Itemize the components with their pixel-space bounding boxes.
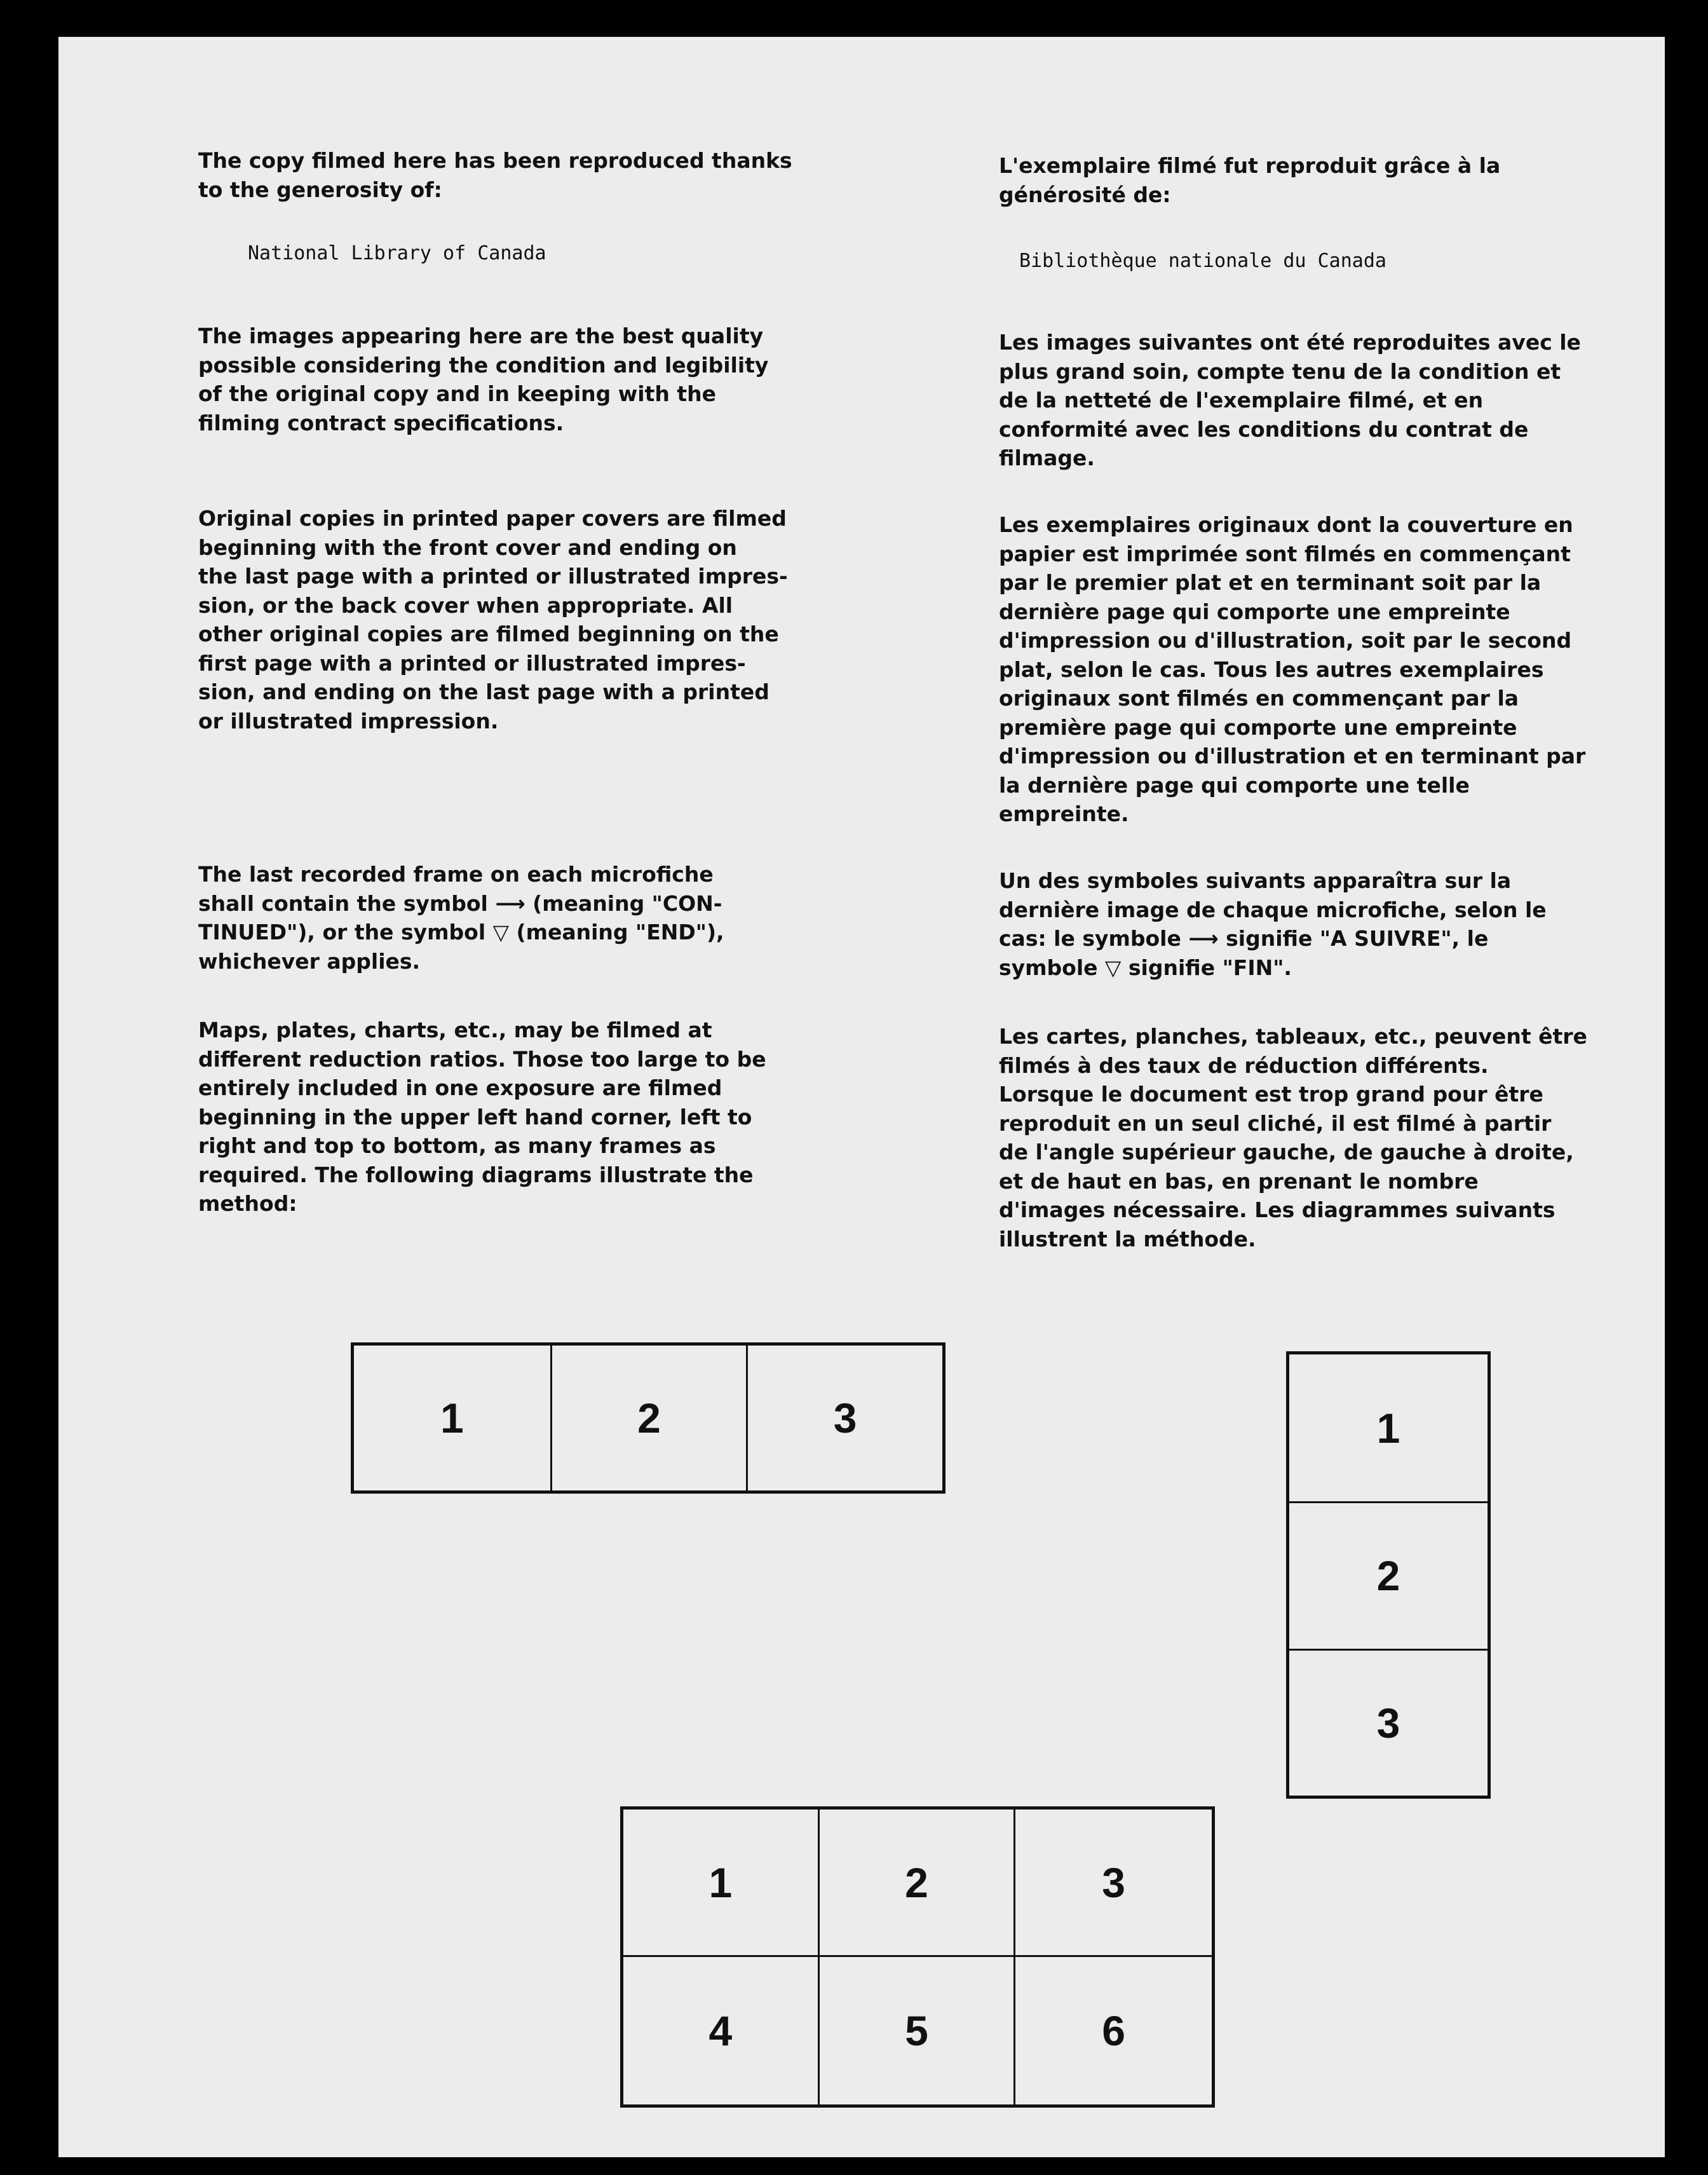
frame-cell: 2 [550,1346,747,1490]
english-quality-paragraph: The images appearing here are the best quality possible considering the condition and legibility of the original copy and in keeping with the filming contract specifications. [198,324,769,435]
frame-cell: 1 [440,1394,464,1442]
frame-cell: 1 [1376,1404,1400,1452]
frame-cell: 6 [1102,2007,1126,2054]
vertical-frames-diagram [1286,1351,1491,1799]
frame-cell: 3 [746,1346,942,1490]
french-maps-paragraph: Les cartes, planches, tableaux, etc., peuvent être filmés à des taux de réduction différents. Lorsque le document est trop grand pour être reproduit en un seul cliché, il est filmé à partir de l'angle supérieur gauche, de gauche à droite, et de haut en bas, en prenant le nombre d'images nécessaire. Les diagrammes suivants illustrent la méthode. [999,1024,1587,1251]
frame-cell: 3 [1015,1810,1212,1957]
frame-cell: 5 [820,1957,1016,2104]
english-intro: The copy filmed here has been reproduced thanks to the generosity of: [198,148,792,202]
frame-cell: 2 [1289,1501,1488,1648]
french-symbols-paragraph: Un des symboles suivants apparaîtra sur la dernière image de chaque microfiche, selon le cas: le symbole ⟶ signifie "A SUIVRE", le symbole ▽ signifie "FIN". [999,868,1547,980]
french-institution: Bibliothèque nationale du Canada [1019,250,1386,272]
frame-cell: 4 [623,1957,820,2104]
english-maps-paragraph: Maps, plates, charts, etc., may be filmed at different reduction ratios. Those too large to be entirely included in one exposure are filmed beginning in the upper left hand corner, left to right and top to bottom, as many frames as required. The following diagrams illustrate the method: [198,1018,766,1216]
grid-frames-diagram [620,1806,1215,2108]
french-intro: L'exemplaire filmé fut reproduit grâce à la générosité de: [999,153,1501,207]
horizontal-frames-diagram [351,1342,946,1494]
document-page [58,37,1665,2157]
french-quality-paragraph: Les images suivantes ont été reproduites avec le plus grand soin, compte tenu de la condition et de la netteté de l'exemplaire filmé, et en conformité avec les conditions du contrat de filmage. [999,330,1581,470]
frame-cell: 2 [820,1810,1016,1957]
frame-cell: 3 [1289,1649,1488,1796]
english-originals-paragraph: Original copies in printed paper covers are filmed beginning with the front cover and ending on the last page with a printed or illustrated impres- sion, or the back cover when appropriate. All other original copies are filmed beginning on the first page with a printed or illustrated impres- sion, and ending on the last page with a printed or illustrated impression. [198,506,788,733]
french-originals-paragraph: Les exemplaires originaux dont la couverture en papier est imprimée sont filmés en commençant par le premier plat et en terminant soit par la dernière page qui comporte une empreinte d'impression ou d'illustration, soit par le second plat, selon le cas. Tous les autres exemplaires originaux sont filmés en commençant par la première page qui comporte une empreinte d'impression ou d'illustration et en terminant par la dernière page qui comporte une telle empreinte. [999,512,1586,826]
frame-cell: 1 [623,1810,820,1957]
english-institution: National Library of Canada [248,242,546,264]
english-symbols-paragraph: The last recorded frame on each microfiche shall contain the symbol ⟶ (meaning "CON- TINUED"), or the symbol ▽ (meaning "END"), whichever applies. [198,862,724,974]
